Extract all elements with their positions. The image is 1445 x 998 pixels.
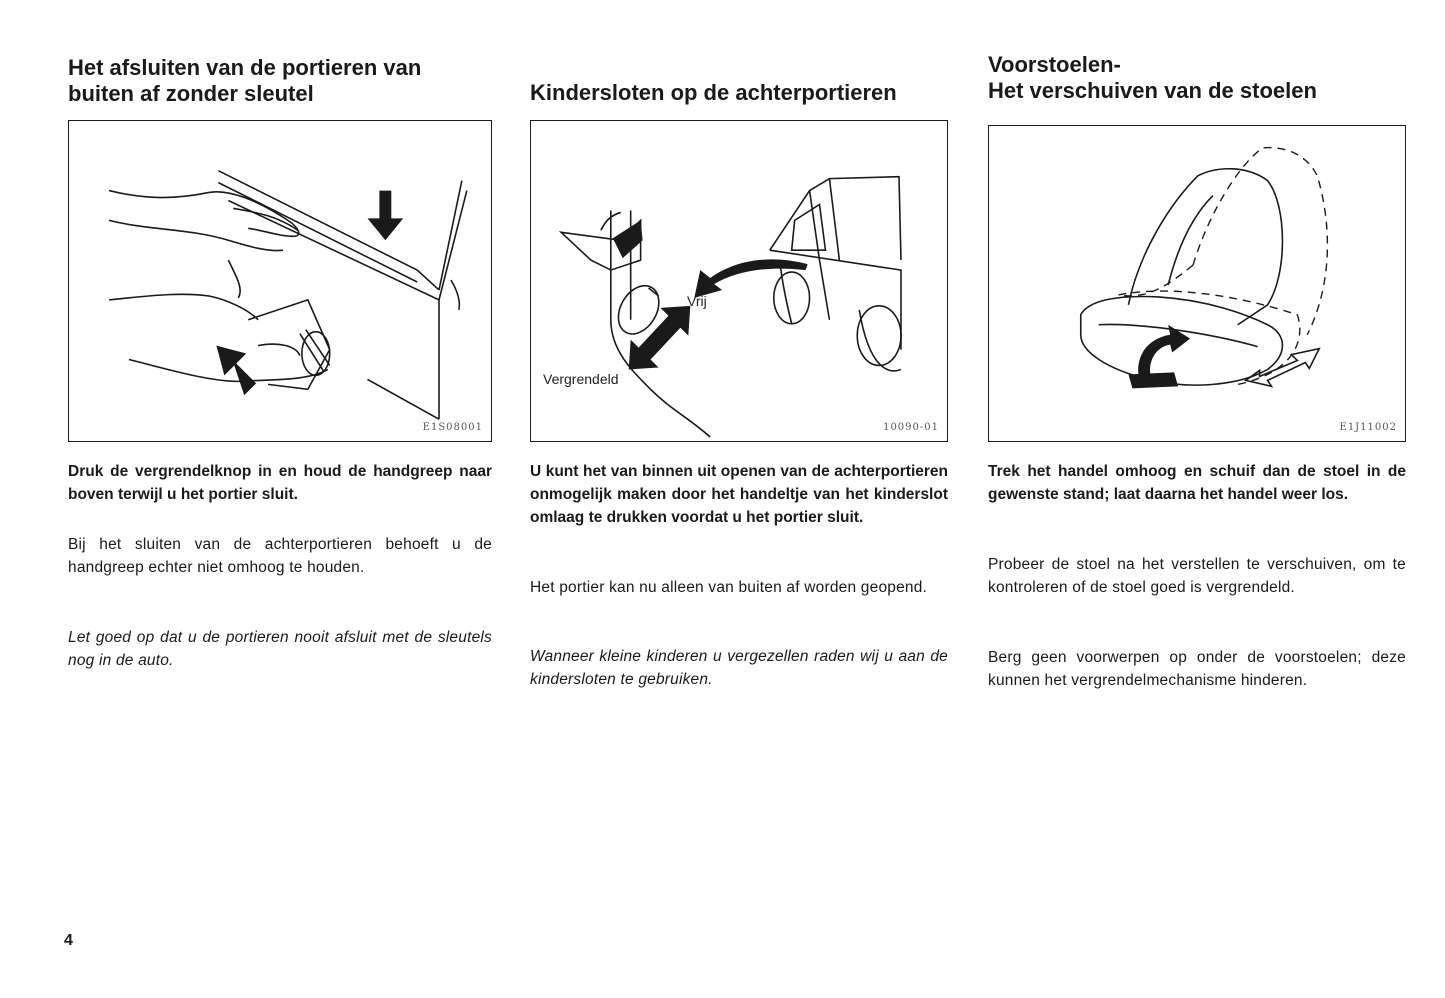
paragraph-check-lock: Probeer de stoel na het verstellen te verschuiven, om te kontroleren of de stoel goed is vergrendeld. <box>988 556 1406 596</box>
label-free: Vrij <box>687 293 707 309</box>
section-title-child-locks: Kindersloten op de achterportieren <box>530 80 897 105</box>
paragraph-storage-warning: Berg geen voorwerpen op onder de voorstoelen; deze kunnen het vergrendelmechanisme hinderen. <box>988 649 1406 689</box>
instruction-bold: Druk de vergrendelknop in en houd de handgreep naar boven terwijl u het portier sluit. <box>68 463 492 503</box>
figure-code: E1S08001 <box>422 422 483 433</box>
figure-seat <box>988 125 1406 442</box>
paragraph-warning-keys: Let goed op dat u de portieren nooit afsluit met de sleutels nog in de auto. <box>68 629 492 669</box>
paragraph-outside-only: Het portier kan nu alleen van buiten af worden geopend. <box>530 579 928 596</box>
figure-code: E1J11002 <box>1339 422 1397 433</box>
seat-illustration <box>989 126 1405 441</box>
door-handle-illustration <box>69 121 491 441</box>
instruction-bold: Trek het handel omhoog en schuif dan de stoel in de gewenste stand; laat daarna het handel weer los. <box>988 463 1406 503</box>
child-lock-illustration <box>531 121 947 441</box>
figure-door-handle <box>68 120 492 442</box>
paragraph-rear-doors: Bij het sluiten van de achterportieren behoeft u de handgreep echter niet omhoog te houden. <box>68 536 492 576</box>
label-locked: Vergrendeld <box>543 371 619 387</box>
instruction-bold: U kunt het van binnen uit openen van de achterportieren onmogelijk maken door het handeltje van het kinderslot omlaag te drukken voordat u het portier sluit. <box>530 463 948 526</box>
section-title-door-locking: Het afsluiten van de portieren van buiten af zonder sleutel <box>68 55 422 106</box>
paragraph-children-advice: Wanneer kleine kinderen u vergezellen raden wij u aan de kindersloten te gebruiken. <box>530 648 948 688</box>
figure-code: 10090-01 <box>883 422 939 433</box>
figure-child-lock <box>530 120 948 442</box>
section-title-front-seats: Voorstoelen- Het verschuiven van de stoelen <box>988 52 1317 103</box>
page-number: 4 <box>64 932 73 949</box>
